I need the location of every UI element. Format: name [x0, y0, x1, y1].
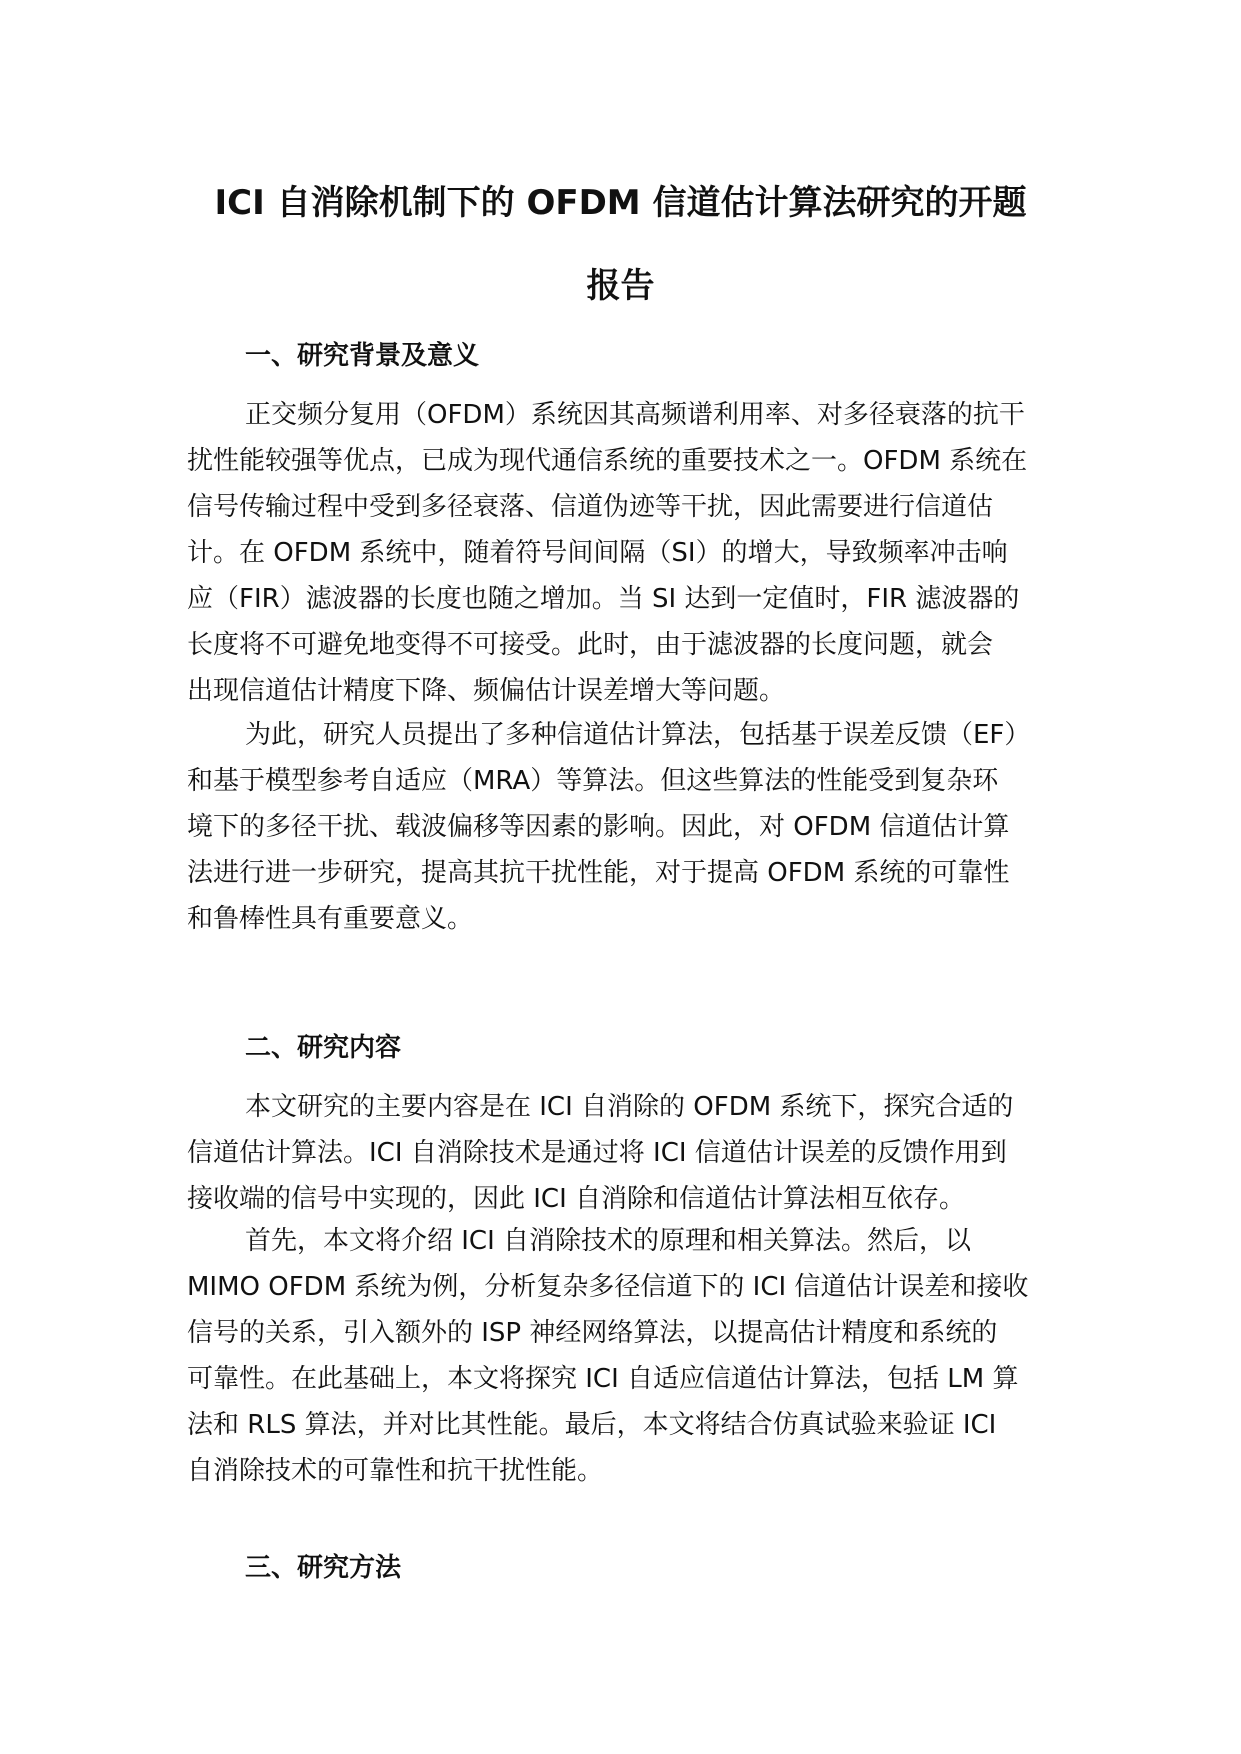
text-line: 为此，研究人员提出了多种信道估计算法，包括基于误差反馈（EF） [245, 720, 1031, 750]
text-line: 法进行进一步研究，提高其抗干扰性能，对于提高 OFDM 系统的可靠性 [187, 858, 1010, 888]
text-line: 首先，本文将介绍 ICI 自消除技术的原理和相关算法。然后，以 [245, 1226, 972, 1256]
text-line: 出现信道估计精度下降、频偏估计误差增大等问题。 [187, 676, 786, 706]
text-line: 扰性能较强等优点，已成为现代通信系统的重要技术之一。OFDM 系统在 [187, 446, 1028, 476]
paragraph-content-1 [187, 1084, 1087, 1222]
text-line: 信道估计算法。ICI 自消除技术是通过将 ICI 信道估计误差的反馈作用到 [187, 1138, 1007, 1168]
text-line: 可靠性。在此基础上，本文将探究 ICI 自适应信道估计算法，包括 LM 算 [187, 1364, 1019, 1394]
paragraph-content-2 [187, 1218, 1087, 1494]
text-line: 和鲁棒性具有重要意义。 [187, 904, 474, 934]
text-line: 信号的关系，引入额外的 ISP 神经网络算法，以提高估计精度和系统的 [187, 1318, 998, 1348]
section-heading-method: 三、研究方法 [245, 1553, 402, 1583]
section-heading-background: 一、研究背景及意义 [245, 341, 480, 371]
paragraph-background-2 [187, 712, 1087, 942]
text-line: 信号传输过程中受到多径衰落、信道伪迹等干扰，因此需要进行信道估 [187, 492, 994, 522]
text-line: 计。在 OFDM 系统中，随着符号间间隔（SI）的增大，导致频率冲击响 [187, 538, 1008, 568]
text-line: 和基于模型参考自适应（MRA）等算法。但这些算法的性能受到复杂环 [187, 766, 999, 796]
text-line: 接收端的信号中实现的，因此 ICI 自消除和信道估计算法相互依存。 [187, 1184, 966, 1214]
text-line: 自消除技术的可靠性和抗干扰性能。 [187, 1456, 604, 1486]
paragraph-background-1 [187, 392, 1087, 714]
section-heading-content: 二、研究内容 [245, 1033, 402, 1063]
text-line: 正交频分复用（OFDM）系统因其高频谱利用率、对多径衰落的抗干 [245, 400, 1025, 430]
text-line: 应（FIR）滤波器的长度也随之增加。当 SI 达到一定值时，FIR 滤波器的 [187, 584, 1020, 614]
text-line: 长度将不可避免地变得不可接受。此时，由于滤波器的长度问题，就会 [187, 630, 994, 660]
text-line: 境下的多径干扰、载波偏移等因素的影响。因此，对 OFDM 信道估计算 [187, 812, 1010, 842]
document-title-line-1: ICI 自消除机制下的 OFDM 信道估计算法研究的开题 [214, 183, 1027, 223]
document-title-line-2: 报告 [586, 266, 655, 306]
text-line: 本文研究的主要内容是在 ICI 自消除的 OFDM 系统下，探究合适的 [245, 1092, 1014, 1122]
text-line: MIMO OFDM 系统为例，分析复杂多径信道下的 ICI 信道估计误差和接收 [187, 1272, 1029, 1302]
text-line: 法和 RLS 算法，并对比其性能。最后，本文将结合仿真试验来验证 ICI [187, 1410, 997, 1440]
